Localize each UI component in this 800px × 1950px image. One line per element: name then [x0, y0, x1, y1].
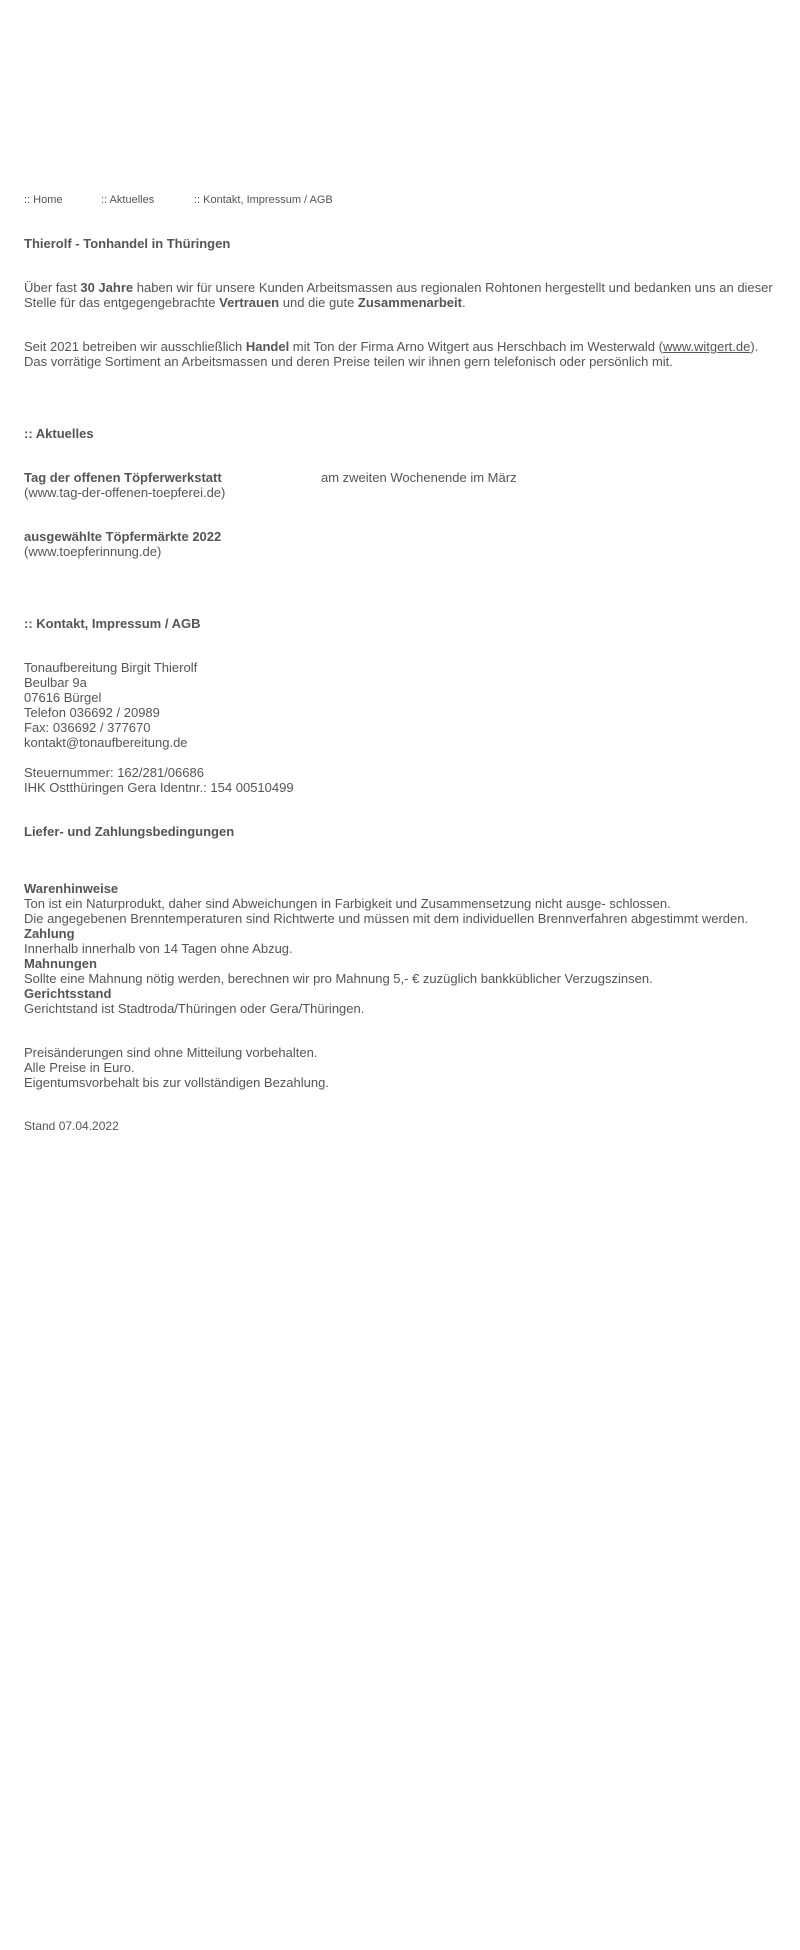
- agb-note-3: Eigentumsvorbehalt bis zur vollständigen Bezahlung.: [24, 1075, 329, 1090]
- agb-warn-title: Warenhinweise: [24, 881, 119, 896]
- event-2-title: ausgewählte Töpfermärkte 2022: [24, 529, 222, 544]
- intro-paragraph-3: Das vorrätige Sortiment an Arbeitsmassen und deren Preise teilen wir ihnen gern telefonisch oder persönlich mit.: [24, 354, 673, 369]
- main-nav: [24, 194, 333, 207]
- agb-warn-2: Die angegebenen Brenntemperaturen sind Richtwerte und müssen mit dem individuellen Brennverfahren abgestimmt werden.: [24, 911, 749, 926]
- intro-paragraph-2: Seit 2021 betreiben wir ausschließlich Handel mit Ton der Firma Arno Witgert aus Herschbach im Westerwald (www.witgert.de).: [24, 339, 759, 354]
- kontakt-street: Beulbar 9a: [24, 675, 87, 690]
- page-content: [24, 236, 784, 1134]
- kontakt-ihk: IHK Ostthüringen Gera Identnr.: 154 00510499: [24, 780, 294, 795]
- kontakt-name: Tonaufbereitung Birgit Thierolf: [24, 660, 198, 675]
- kontakt-phone: Telefon 036692 / 20989: [24, 705, 160, 720]
- event-1-date: am zweiten Wochenende im März: [321, 470, 517, 485]
- event-1-title: Tag der offenen Töpferwerkstatt: [24, 470, 222, 485]
- nav-kontakt-link[interactable]: :: Kontakt, Impressum / AGB: [194, 194, 333, 206]
- agb-heading: Liefer- und Zahlungsbedingungen: [24, 824, 235, 839]
- intro-heading: Thierolf - Tonhandel in Thüringen: [24, 236, 231, 251]
- witgert-link[interactable]: www.witgert.de: [662, 339, 751, 354]
- stand-date: Stand 07.04.2022: [24, 1119, 119, 1133]
- agb-court-text: Gerichtstand ist Stadtroda/Thüringen oder Gera/Thüringen.: [24, 1001, 365, 1016]
- agb-warn-1: Ton ist ein Naturprodukt, daher sind Abweichungen in Farbigkeit und Zusammensetzung nicht ausge- schlossen.: [24, 896, 671, 911]
- intro-paragraph-1: Über fast 30 Jahre haben wir für unsere Kunden Arbeitsmassen aus regionalen Rohtonen hergestellt und bedanken uns an dieser Stelle für das entgegengebrachte Vertrauen und die gute Zusammenarbeit.: [24, 280, 773, 310]
- agb-note-2: Alle Preise in Euro.: [24, 1060, 135, 1075]
- nav-aktuelles-link[interactable]: :: Aktuelles: [101, 194, 155, 206]
- kontakt-tax: Steuernummer: 162/281/06686: [24, 765, 204, 780]
- kontakt-heading: :: Kontakt, Impressum / AGB: [24, 616, 201, 631]
- agb-pay-title: Zahlung: [24, 926, 75, 941]
- event-1-url: (www.tag-der-offenen-toepferei.de): [24, 485, 226, 500]
- agb-pay-text: Innerhalb innerhalb von 14 Tagen ohne Abzug.: [24, 941, 293, 956]
- kontakt-city: 07616 Bürgel: [24, 690, 102, 705]
- kontakt-email: kontakt@tonaufbereitung.de: [24, 735, 188, 750]
- event-2-url: (www.toepferinnung.de): [24, 544, 162, 559]
- agb-dun-text: Sollte eine Mahnung nötig werden, berechnen wir pro Mahnung 5,- € zuzüglich bankküblicher Verzugszinsen.: [24, 971, 653, 986]
- agb-court-title: Gerichtsstand: [24, 986, 112, 1001]
- agb-note-1: Preisänderungen sind ohne Mitteilung vorbehalten.: [24, 1045, 318, 1060]
- kontakt-fax: Fax: 036692 / 377670: [24, 720, 151, 735]
- aktuelles-heading: :: Aktuelles: [24, 426, 94, 441]
- agb-dun-title: Mahnungen: [24, 956, 97, 971]
- event-1: [24, 470, 784, 485]
- nav-home-link[interactable]: :: Home: [24, 194, 63, 206]
